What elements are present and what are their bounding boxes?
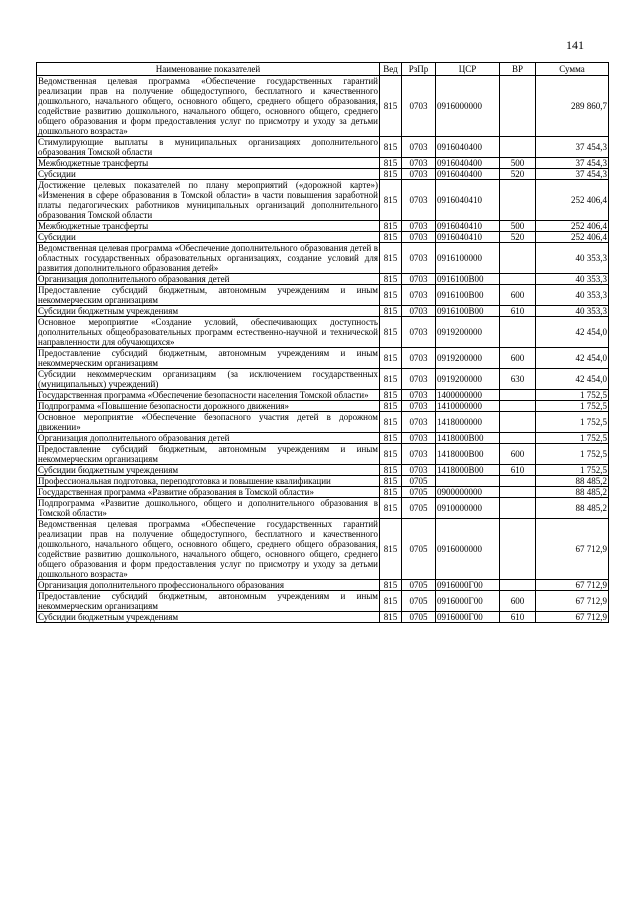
header-ved: Вед [380,63,402,76]
header-name: Наименование показателей [37,63,380,76]
cell-csr: 0916100В00 [436,306,500,317]
cell-rzpr: 0705 [402,487,436,498]
cell-rzpr: 0703 [402,232,436,243]
cell-csr: 0916040410 [436,180,500,221]
cell-vr [500,76,536,137]
cell-ved: 815 [380,412,402,433]
cell-rzpr: 0703 [402,401,436,412]
table-row [37,612,609,623]
cell-sum: 252 406,4 [536,232,609,243]
cell-sum: 1 752,5 [536,390,609,401]
table-row [37,274,609,285]
cell-name: Основное мероприятие «Обеспечение безопасного участия детей в дорожном движении» [38,412,378,432]
table-row [37,444,609,465]
cell-sum: 252 406,4 [536,180,609,221]
cell-ved: 815 [380,390,402,401]
cell-vr: 600 [500,285,536,306]
cell-rzpr: 0703 [402,274,436,285]
cell-ved: 815 [380,519,402,580]
cell-vr [500,180,536,221]
cell-csr: 0900000000 [436,487,500,498]
cell-csr: 0910000000 [436,498,500,519]
cell-ved: 815 [380,285,402,306]
cell-ved: 815 [380,612,402,623]
cell-rzpr: 0703 [402,433,436,444]
cell-csr: 1418000В00 [436,433,500,444]
table-row [37,390,609,401]
table-header-row [37,63,609,76]
cell-vr [500,519,536,580]
cell-rzpr: 0703 [402,465,436,476]
cell-sum: 40 353,3 [536,274,609,285]
cell-name: Субсидии [37,169,380,180]
cell-name: Межбюджетные трансферты [37,221,380,232]
cell-sum: 67 712,9 [536,612,609,623]
cell-sum: 40 353,3 [536,285,609,306]
budget-table [36,62,609,623]
table-row [37,285,609,306]
table-row [37,465,609,476]
cell-ved: 815 [380,348,402,369]
header-vr: ВР [500,63,536,76]
cell-csr: 0916040410 [436,221,500,232]
cell-csr: 0916100В00 [436,274,500,285]
cell-rzpr: 0703 [402,221,436,232]
cell-name: Предоставление субсидий бюджетным, автономным учреждениям и иным некоммерческим организациям [38,591,378,611]
cell-sum: 289 860,7 [536,76,609,137]
cell-rzpr: 0703 [402,348,436,369]
cell-vr [500,476,536,487]
cell-sum: 40 353,3 [536,306,609,317]
table-row [37,412,609,433]
table-row [37,180,609,221]
table-row [37,243,609,274]
cell-ved: 815 [380,433,402,444]
cell-ved: 815 [380,317,402,348]
cell-csr: 0916040410 [436,232,500,243]
table-row [37,487,609,498]
cell-ved: 815 [380,476,402,487]
cell-rzpr: 0703 [402,76,436,137]
table-row [37,158,609,169]
cell-rzpr: 0703 [402,158,436,169]
cell-sum: 88 485,2 [536,487,609,498]
cell-sum: 1 752,5 [536,401,609,412]
table-row [37,401,609,412]
cell-csr: 0916100000 [436,243,500,274]
cell-name: Предоставление субсидий бюджетным, автономным учреждениям и иным некоммерческим организациям [38,444,378,464]
table-row [37,169,609,180]
cell-name: Организация дополнительного профессионального образования [37,580,380,591]
cell-ved: 815 [380,401,402,412]
cell-ved: 815 [380,243,402,274]
cell-vr [500,433,536,444]
cell-rzpr: 0703 [402,412,436,433]
cell-name: Субсидии бюджетным учреждениям [37,306,380,317]
cell-rzpr: 0705 [402,612,436,623]
cell-vr [500,317,536,348]
cell-csr: 0916000000 [436,519,500,580]
header-csr: ЦСР [436,63,500,76]
cell-csr: 1418000В00 [436,465,500,476]
cell-csr: 0916000Г00 [436,580,500,591]
page-number: 141 [566,38,584,52]
cell-vr: 610 [500,612,536,623]
cell-sum: 67 712,9 [536,519,609,580]
cell-sum: 42 454,0 [536,348,609,369]
cell-rzpr: 0705 [402,476,436,487]
cell-sum: 67 712,9 [536,591,609,612]
cell-ved: 815 [380,444,402,465]
cell-sum: 88 485,2 [536,476,609,487]
cell-name: Государственная программа «Развитие образования в Томской области» [37,487,380,498]
cell-sum: 37 454,3 [536,169,609,180]
cell-vr: 600 [500,591,536,612]
cell-vr: 500 [500,221,536,232]
cell-rzpr: 0703 [402,390,436,401]
table-row [37,221,609,232]
cell-csr: 0919200000 [436,369,500,390]
cell-vr: 630 [500,369,536,390]
cell-name: Подпрограмма «Развитие дошкольного, общего и дополнительного образования в Томской области» [38,498,378,518]
cell-name: Субсидии [37,232,380,243]
cell-rzpr: 0705 [402,580,436,591]
cell-name: Стимулирующие выплаты в муниципальных организациях дополнительного образования Томской области [38,137,378,157]
cell-name: Субсидии бюджетным учреждениям [37,465,380,476]
cell-ved: 815 [380,180,402,221]
table-row [37,317,609,348]
table-row [37,76,609,137]
cell-ved: 815 [380,465,402,476]
cell-ved: 815 [380,580,402,591]
cell-name: Ведомственная целевая программа «Обеспечение государственных гарантий реализации прав на получение общедоступного, бесплатного и качественного дошкольного, начального общего, основного общего, среднего общего образования, содействие развитию дошкольного, начального общего, основного общего, среднего общего образования и форм предоставления услуг по присмотру и уходу за детьми дошкольного возраста» [38,519,378,579]
cell-csr: 1418000В00 [436,444,500,465]
cell-sum: 88 485,2 [536,498,609,519]
cell-rzpr: 0703 [402,137,436,158]
cell-name: Основное мероприятие «Создание условий, обеспечивающих доступность дополнительных общеобразовательных программ естественно-научной и технической направленности для обучающихся» [38,317,378,347]
cell-name: Подпрограмма «Повышение безопасности дорожного движения» [37,401,380,412]
cell-name: Предоставление субсидий бюджетным, автономным учреждениям и иным некоммерческим организациям [38,348,378,368]
table-row [37,369,609,390]
cell-ved: 815 [380,369,402,390]
cell-vr: 600 [500,348,536,369]
table-row [37,348,609,369]
cell-vr [500,137,536,158]
header-rzpr: РзПр [402,63,436,76]
cell-sum: 1 752,5 [536,412,609,433]
cell-rzpr: 0705 [402,519,436,580]
cell-vr: 600 [500,444,536,465]
table-row [37,580,609,591]
cell-vr: 520 [500,232,536,243]
cell-vr [500,498,536,519]
cell-csr: 0919200000 [436,317,500,348]
table-row [37,433,609,444]
cell-sum: 37 454,3 [536,137,609,158]
cell-vr [500,274,536,285]
cell-ved: 815 [380,221,402,232]
cell-csr: 0916000Г00 [436,591,500,612]
cell-name: Ведомственная целевая программа «Обеспечение государственных гарантий реализации прав на получение общедоступного, бесплатного и качественного дошкольного, начального общего, основного общего, среднего общего образования, содействие развитию дошкольного, начального общего, основного общего, среднего общего образования и форм предоставления услуг по присмотру и уходу за детьми дошкольного возраста» [38,76,378,136]
cell-rzpr: 0703 [402,169,436,180]
cell-csr: 1410000000 [436,401,500,412]
cell-sum: 1 752,5 [536,465,609,476]
cell-ved: 815 [380,169,402,180]
cell-rzpr: 0703 [402,285,436,306]
cell-ved: 815 [380,274,402,285]
cell-vr [500,401,536,412]
cell-vr [500,390,536,401]
cell-name: Организация дополнительного образования детей [37,274,380,285]
cell-csr: 0916000000 [436,76,500,137]
cell-rzpr: 0705 [402,498,436,519]
cell-rzpr: 0705 [402,591,436,612]
cell-vr [500,580,536,591]
cell-vr: 500 [500,158,536,169]
cell-name: Организация дополнительного образования детей [37,433,380,444]
cell-csr: 1418000000 [436,412,500,433]
cell-vr: 610 [500,306,536,317]
table-row [37,306,609,317]
cell-sum: 42 454,0 [536,369,609,390]
cell-name: Предоставление субсидий бюджетным, автономным учреждениям и иным некоммерческим организациям [38,285,378,305]
cell-vr: 520 [500,169,536,180]
cell-name: Межбюджетные трансферты [37,158,380,169]
cell-name: Достижение целевых показателей по плану мероприятий («дорожной карте») «Изменения в сфере образования в Томской области» в части повышения заработной платы педагогических работников муниципальных организаций дополнительного образования Томской области [38,180,378,220]
cell-rzpr: 0703 [402,180,436,221]
cell-sum: 1 752,5 [536,433,609,444]
cell-sum: 1 752,5 [536,444,609,465]
cell-csr: 0916000Г00 [436,612,500,623]
cell-sum: 37 454,3 [536,158,609,169]
cell-name: Государственная программа «Обеспечение безопасности населения Томской области» [37,390,380,401]
cell-ved: 815 [380,487,402,498]
cell-rzpr: 0703 [402,306,436,317]
cell-rzpr: 0703 [402,243,436,274]
cell-vr [500,243,536,274]
cell-vr [500,487,536,498]
cell-csr: 1400000000 [436,390,500,401]
cell-vr: 610 [500,465,536,476]
table-row [37,591,609,612]
cell-ved: 815 [380,137,402,158]
cell-rzpr: 0703 [402,317,436,348]
cell-rzpr: 0703 [402,369,436,390]
cell-csr: 0919200000 [436,348,500,369]
cell-sum: 42 454,0 [536,317,609,348]
cell-name: Профессиональная подготовка, переподготовка и повышение квалификации [37,476,380,487]
table-row [37,137,609,158]
cell-name: Ведомственная целевая программа «Обеспечение дополнительного образования детей в областных государственных образовательных организациях, создание условий для развития дополнительного образования детей» [38,243,378,273]
cell-csr: 0916040400 [436,169,500,180]
cell-vr [500,412,536,433]
cell-ved: 815 [380,76,402,137]
cell-sum: 252 406,4 [536,221,609,232]
header-sum: Сумма [536,63,609,76]
table-row [37,498,609,519]
table-row [37,476,609,487]
cell-csr: 0916040400 [436,137,500,158]
cell-ved: 815 [380,591,402,612]
cell-ved: 815 [380,498,402,519]
cell-csr: 0916040400 [436,158,500,169]
cell-name: Субсидии бюджетным учреждениям [37,612,380,623]
table-row [37,232,609,243]
cell-ved: 815 [380,306,402,317]
cell-rzpr: 0703 [402,444,436,465]
cell-ved: 815 [380,232,402,243]
table-row [37,519,609,580]
cell-ved: 815 [380,158,402,169]
cell-sum: 67 712,9 [536,580,609,591]
cell-csr [436,476,500,487]
cell-sum: 40 353,3 [536,243,609,274]
cell-csr: 0916100В00 [436,285,500,306]
cell-name: Субсидии некоммерческим организациям (за исключением государственных (муниципальных) учреждений) [38,369,378,389]
